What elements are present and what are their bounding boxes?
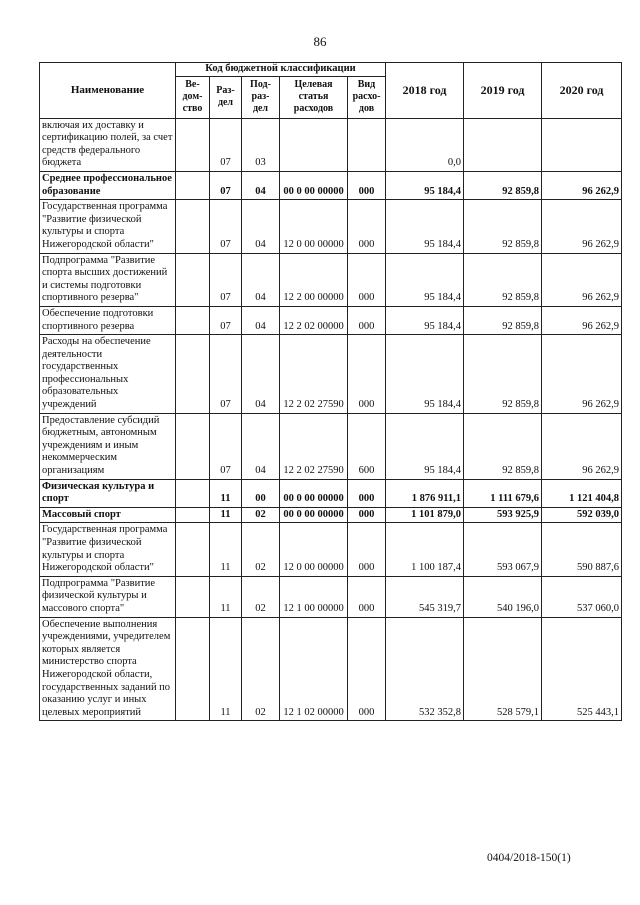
table-row bbox=[40, 306, 622, 334]
row-amount-2019: 92 859,8 bbox=[464, 413, 542, 479]
row-amount-2018: 95 184,4 bbox=[386, 306, 464, 334]
row-target-article: 00 0 00 00000 bbox=[280, 479, 348, 507]
row-section: 07 bbox=[210, 171, 242, 199]
row-department bbox=[176, 253, 210, 306]
row-target-article: 12 1 00 00000 bbox=[280, 576, 348, 617]
row-section: 07 bbox=[210, 253, 242, 306]
row-section: 11 bbox=[210, 617, 242, 721]
row-target-article: 00 0 00 00000 bbox=[280, 171, 348, 199]
row-amount-2019: 92 859,8 bbox=[464, 253, 542, 306]
row-name: Обеспечение подготовки спортивного резерва bbox=[40, 306, 176, 334]
row-name: Государственная программа "Развитие физической культуры и спорта Нижегородской области" bbox=[40, 200, 176, 253]
row-expense-type: 000 bbox=[348, 253, 386, 306]
row-department bbox=[176, 576, 210, 617]
row-target-article: 12 1 02 00000 bbox=[280, 617, 348, 721]
row-amount-2020: 592 039,0 bbox=[542, 507, 622, 523]
row-section: 07 bbox=[210, 118, 242, 171]
row-amount-2020: 96 262,9 bbox=[542, 253, 622, 306]
row-name: Государственная программа "Развитие физической культуры и спорта Нижегородской области" bbox=[40, 523, 176, 576]
row-subsection: 02 bbox=[242, 576, 280, 617]
row-section: 11 bbox=[210, 507, 242, 523]
header-name: Наименование bbox=[40, 63, 176, 119]
row-amount-2018: 95 184,4 bbox=[386, 253, 464, 306]
row-name: Расходы на обеспечение деятельности государственных профессиональных образовательных учреждений bbox=[40, 335, 176, 414]
row-expense-type: 000 bbox=[348, 507, 386, 523]
row-amount-2020: 1 121 404,8 bbox=[542, 479, 622, 507]
row-amount-2018: 1 100 187,4 bbox=[386, 523, 464, 576]
table-row bbox=[40, 200, 622, 253]
row-target-article: 12 2 00 00000 bbox=[280, 253, 348, 306]
row-amount-2019: 92 859,8 bbox=[464, 335, 542, 414]
row-expense-type: 000 bbox=[348, 576, 386, 617]
row-target-article: 12 2 02 27590 bbox=[280, 413, 348, 479]
row-amount-2019: 593 925,9 bbox=[464, 507, 542, 523]
row-amount-2018: 95 184,4 bbox=[386, 335, 464, 414]
row-department bbox=[176, 479, 210, 507]
table-row bbox=[40, 335, 622, 414]
row-expense-type: 000 bbox=[348, 171, 386, 199]
row-expense-type bbox=[348, 118, 386, 171]
row-expense-type: 000 bbox=[348, 335, 386, 414]
row-amount-2020: 96 262,9 bbox=[542, 335, 622, 414]
header-department: Ве- дом- ство bbox=[176, 76, 210, 118]
header-2018: 2018 год bbox=[386, 63, 464, 119]
row-subsection: 03 bbox=[242, 118, 280, 171]
row-subsection: 04 bbox=[242, 253, 280, 306]
header-subsection: Под- раз- дел bbox=[242, 76, 280, 118]
row-subsection: 04 bbox=[242, 200, 280, 253]
row-target-article: 12 2 02 27590 bbox=[280, 335, 348, 414]
row-amount-2018: 0,0 bbox=[386, 118, 464, 171]
table-row bbox=[40, 171, 622, 199]
table-row bbox=[40, 523, 622, 576]
row-subsection: 04 bbox=[242, 335, 280, 414]
row-section: 07 bbox=[210, 335, 242, 414]
row-name: Подпрограмма "Развитие физической культуры и массового спорта" bbox=[40, 576, 176, 617]
row-subsection: 02 bbox=[242, 617, 280, 721]
row-name: Среднее профессиональное образование bbox=[40, 171, 176, 199]
header-expense-type: Вид расхо- дов bbox=[348, 76, 386, 118]
row-name: Предоставление субсидий бюджетным, автономным учреждениям и иным некоммерческим организациям bbox=[40, 413, 176, 479]
row-amount-2018: 95 184,4 bbox=[386, 200, 464, 253]
row-target-article: 12 0 00 00000 bbox=[280, 200, 348, 253]
row-amount-2019: 1 111 679,6 bbox=[464, 479, 542, 507]
table-row bbox=[40, 617, 622, 721]
row-amount-2019 bbox=[464, 118, 542, 171]
row-amount-2018: 1 101 879,0 bbox=[386, 507, 464, 523]
row-department bbox=[176, 171, 210, 199]
row-expense-type: 600 bbox=[348, 413, 386, 479]
row-target-article: 12 2 02 00000 bbox=[280, 306, 348, 334]
row-amount-2019: 92 859,8 bbox=[464, 171, 542, 199]
row-department bbox=[176, 413, 210, 479]
row-amount-2020: 96 262,9 bbox=[542, 306, 622, 334]
row-expense-type: 000 bbox=[348, 523, 386, 576]
header-target-article: Целевая статья расходов bbox=[280, 76, 348, 118]
row-amount-2020: 537 060,0 bbox=[542, 576, 622, 617]
row-subsection: 04 bbox=[242, 171, 280, 199]
header-2019: 2019 год bbox=[464, 63, 542, 119]
budget-table bbox=[39, 62, 622, 721]
row-target-article: 12 0 00 00000 bbox=[280, 523, 348, 576]
row-expense-type: 000 bbox=[348, 617, 386, 721]
row-amount-2019: 528 579,1 bbox=[464, 617, 542, 721]
row-department bbox=[176, 617, 210, 721]
row-department bbox=[176, 118, 210, 171]
row-department bbox=[176, 335, 210, 414]
row-department bbox=[176, 306, 210, 334]
row-subsection: 00 bbox=[242, 479, 280, 507]
row-subsection: 02 bbox=[242, 507, 280, 523]
row-name: Массовый спорт bbox=[40, 507, 176, 523]
row-amount-2019: 593 067,9 bbox=[464, 523, 542, 576]
row-subsection: 04 bbox=[242, 306, 280, 334]
row-amount-2018: 545 319,7 bbox=[386, 576, 464, 617]
row-amount-2019: 540 196,0 bbox=[464, 576, 542, 617]
row-amount-2020: 96 262,9 bbox=[542, 171, 622, 199]
row-expense-type: 000 bbox=[348, 479, 386, 507]
row-amount-2018: 1 876 911,1 bbox=[386, 479, 464, 507]
row-amount-2020: 96 262,9 bbox=[542, 413, 622, 479]
row-amount-2018: 532 352,8 bbox=[386, 617, 464, 721]
row-target-article: 00 0 00 00000 bbox=[280, 507, 348, 523]
page-number: 86 bbox=[313, 34, 327, 49]
row-amount-2020: 590 887,6 bbox=[542, 523, 622, 576]
table-row bbox=[40, 576, 622, 617]
row-section: 07 bbox=[210, 413, 242, 479]
table-row bbox=[40, 413, 622, 479]
row-name: Обеспечение выполнения учреждениями, учредителем которых является министерство спорта Нижегородской области, государственных заданий по оказанию услуг и иных целевых мероприятий bbox=[40, 617, 176, 721]
row-amount-2020 bbox=[542, 118, 622, 171]
table-row bbox=[40, 118, 622, 171]
row-amount-2019: 92 859,8 bbox=[464, 200, 542, 253]
row-expense-type: 000 bbox=[348, 306, 386, 334]
header-section: Раз- дел bbox=[210, 76, 242, 118]
table-row bbox=[40, 507, 622, 523]
row-amount-2019: 92 859,8 bbox=[464, 306, 542, 334]
row-amount-2018: 95 184,4 bbox=[386, 413, 464, 479]
row-amount-2018: 95 184,4 bbox=[386, 171, 464, 199]
row-section: 11 bbox=[210, 523, 242, 576]
row-section: 07 bbox=[210, 200, 242, 253]
row-name: Физическая культура и спорт bbox=[40, 479, 176, 507]
row-subsection: 04 bbox=[242, 413, 280, 479]
row-expense-type: 000 bbox=[348, 200, 386, 253]
row-name: Подпрограмма "Развитие спорта высших достижений и системы подготовки спортивного резерва" bbox=[40, 253, 176, 306]
row-subsection: 02 bbox=[242, 523, 280, 576]
row-section: 11 bbox=[210, 479, 242, 507]
table-body bbox=[40, 118, 622, 721]
row-target-article bbox=[280, 118, 348, 171]
table-row bbox=[40, 479, 622, 507]
row-department bbox=[176, 523, 210, 576]
document-code: 0404/2018-150(1) bbox=[487, 852, 571, 864]
header-2020: 2020 год bbox=[542, 63, 622, 119]
row-section: 11 bbox=[210, 576, 242, 617]
row-department bbox=[176, 507, 210, 523]
row-amount-2020: 96 262,9 bbox=[542, 200, 622, 253]
header-budget-code-group: Код бюджетной классификации bbox=[176, 63, 386, 77]
row-name: включая их доставку и сертификацию полей, за счет средств федерального бюджета bbox=[40, 118, 176, 171]
row-section: 07 bbox=[210, 306, 242, 334]
table-row bbox=[40, 253, 622, 306]
row-amount-2020: 525 443,1 bbox=[542, 617, 622, 721]
row-department bbox=[176, 200, 210, 253]
